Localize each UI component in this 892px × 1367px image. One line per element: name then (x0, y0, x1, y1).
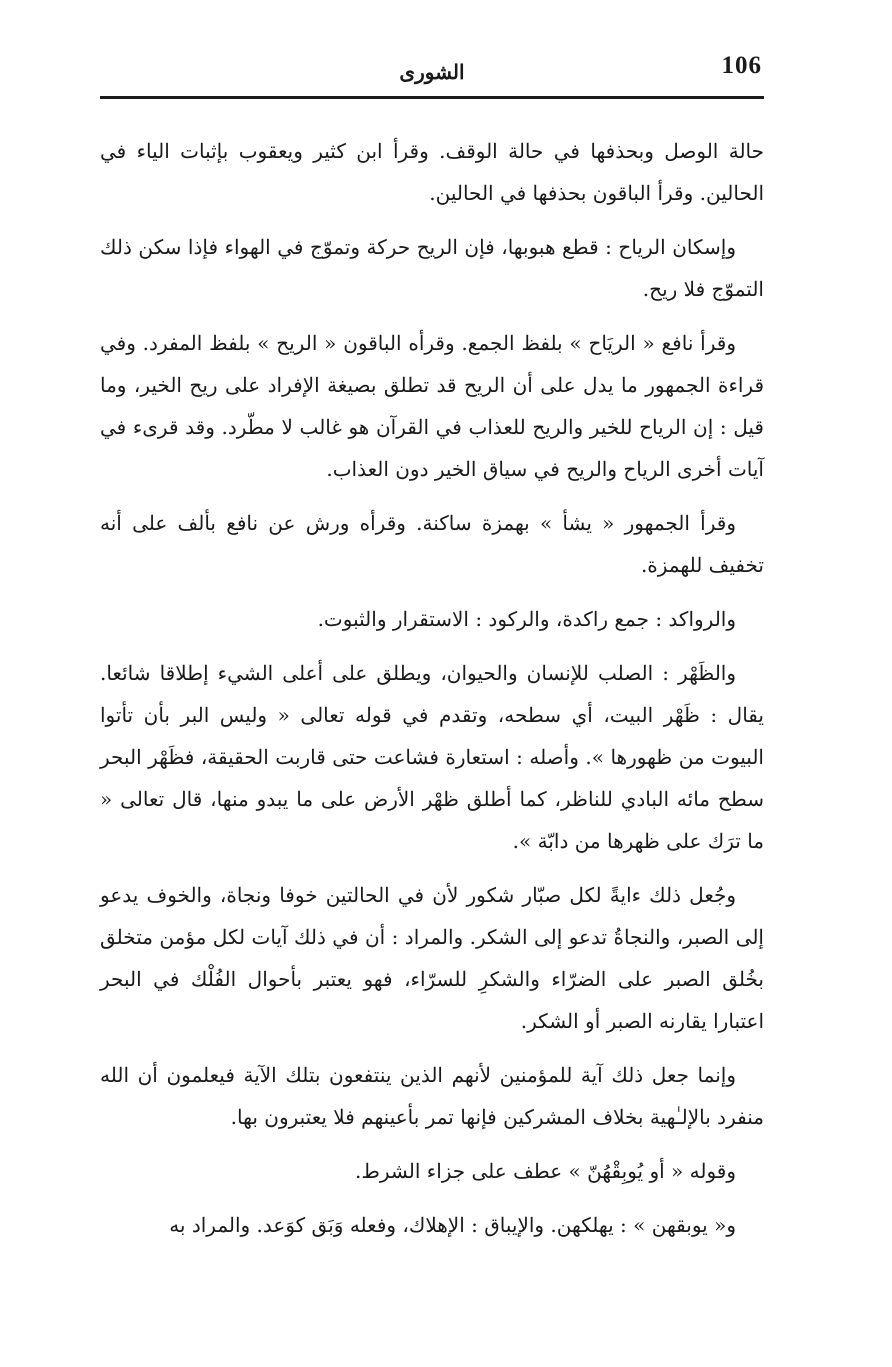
page-body (100, 130, 764, 1258)
paragraph: وقوله « أو يُوبِقْهُنّ » عطف على جزاء الشرط. (355, 1159, 736, 1183)
paragraph: وإسكان الرياح : قطع هبوبها، فإن الريح حركة وتموّج في الهواء فإذا سكن ذلك التموّج فلا ريح. (100, 235, 764, 301)
page-header (100, 52, 764, 98)
paragraph: وقرأ نافع « الريَاح » بلفظ الجمع. وقرأه الباقون « الريح » بلفظ المفرد. وفي قراءة الجمهور ما يدل على أن الريح قد تطلق بصيغة الإفراد على ريح الخير، وما قيل : إن الرياح للخير والريح للعذاب في القرآن هو غالب لا مطّرد. وقد قرىء في آيات أخرى الرياح والريح في سياق الخير دون العذاب. (100, 331, 764, 481)
paragraph: و« يوبقهن » : يهلكهن. والإيباق : الإهلاك، وفعله وَبَق كوَعد. والمراد به (169, 1213, 736, 1237)
paragraph: والرواكد : جمع راكدة، والركود : الاستقرار والثبوت. (317, 607, 736, 631)
paragraph: حالة الوصل وبحذفها في حالة الوقف. وقرأ ابن كثير ويعقوب بإثبات الياء في الحالين. وقرأ الباقون بحذفها في الحالين. (100, 139, 764, 205)
paragraph: وإنما جعل ذلك آية للمؤمنين لأنهم الذين ينتفعون بتلك الآية فيعلمون أن الله منفرد بالإلـٰهية بخلاف المشركين فإنها تمر بأعينهم فلا يعتبرون بها. (100, 1063, 764, 1129)
paragraph: والظَهْر : الصلب للإنسان والحيوان، ويطلق على أعلى الشيء إطلاقا شائعا. يقال : ظَهْر البيت، أي سطحه، وتقدم في قوله تعالى « وليس البر بأن تأتوا البيوت من ظهورها ». وأصله : استعارة فشاعت حتى قاربت الحقيقة، فظَهْر البحر سطح مائه البادي للناظر، كما أطلق ظهْر الأرض على ما يبدو منها، قال تعالى « ما ترَك على ظهرها من دابّة ». (100, 661, 764, 853)
header-divider (100, 96, 764, 99)
running-title: الشورى (399, 60, 465, 84)
paragraph: وقرأ الجمهور « يشأ » بهمزة ساكنة. وقرأه ورش عن نافع بألف على أنه تخفيف للهمزة. (100, 511, 764, 577)
paragraph: وجُعل ذلك ءايةً لكل صبّار شكور لأن في الحالتين خوفا ونجاة، والخوف يدعو إلى الصبر، والنجاةُ تدعو إلى الشكر. والمراد : أن في ذلك آيات لكل مؤمن متخلق بخُلق الصبر على الضرّاء والشكرِ للسرّاء، فهو يعتبر بأحوال الفُلْك في البحر اعتبارا يقارنه الصبر أو الشكر. (100, 883, 764, 1033)
page-number: 106 (721, 52, 762, 79)
